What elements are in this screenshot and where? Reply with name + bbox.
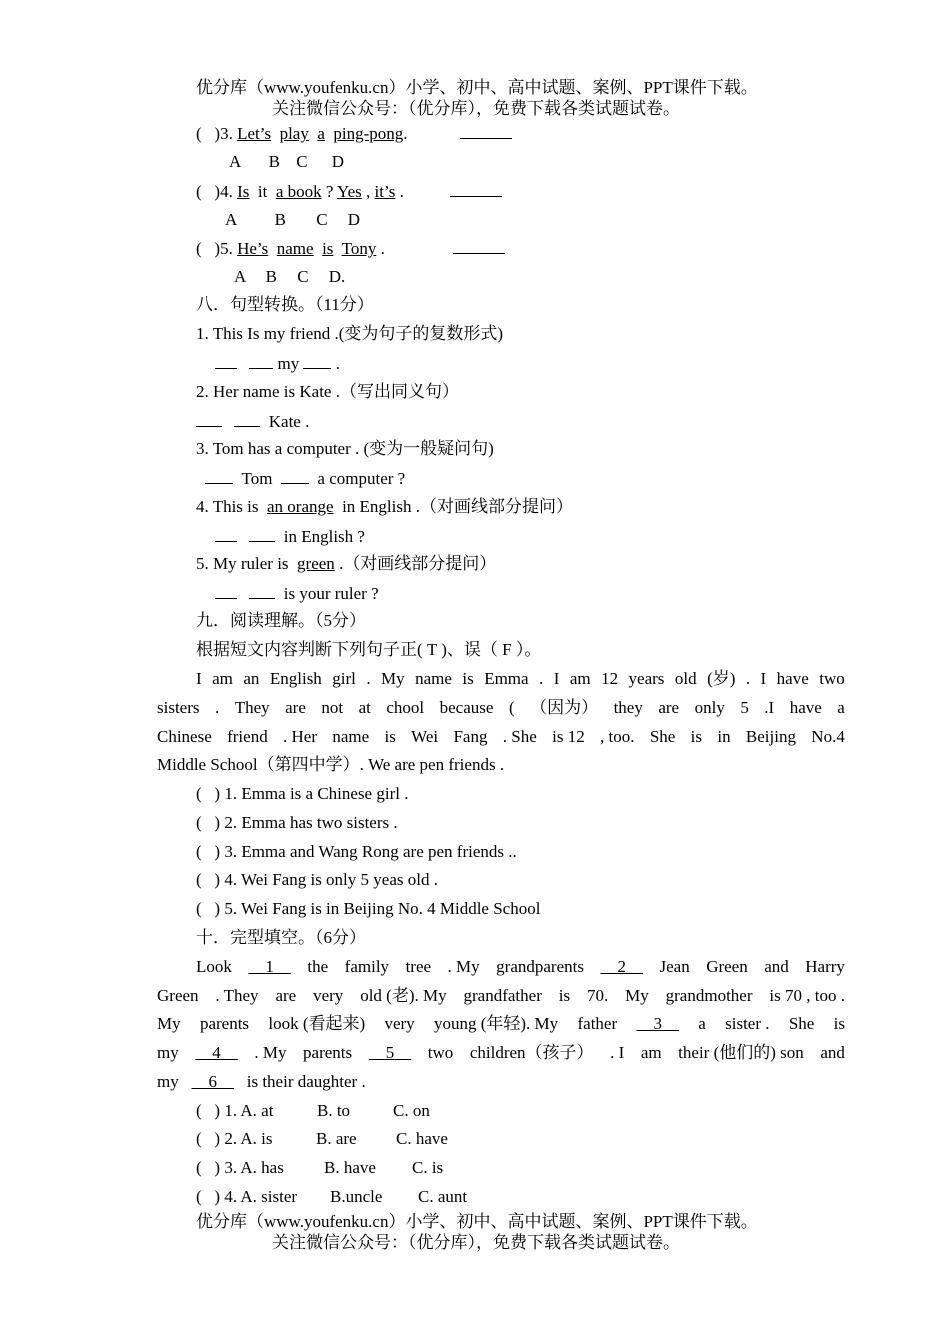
passage-word: is — [690, 727, 703, 746]
passage-word: 12 — [601, 669, 619, 688]
footer-line-2: 关注微信公众号：（优分库），免费下载各类试题试卷。 — [272, 1233, 680, 1252]
footer-line-1: 优分库（www.youfenku.cn）小学、初中、高中试题、案例、PPT课件下载。 — [196, 1212, 758, 1231]
passage-word: My — [381, 669, 405, 688]
passage-word: is 12 — [552, 727, 585, 746]
passage-word: . — [366, 669, 371, 688]
cloze-line-5: my 6 is their daughter . — [157, 1072, 366, 1091]
cloze-word: is 70 , too . — [769, 986, 845, 1005]
passage-word: .I — [764, 698, 775, 717]
passage-word: are — [285, 698, 306, 717]
s8-question-5: 5. My ruler is green .（对画线部分提问） — [196, 554, 497, 573]
passage-word: （因为） — [530, 698, 599, 717]
cloze-option-3: ( ) 3. A. has B. have C. is — [196, 1158, 444, 1177]
tf-item-5: ( ) 5. Wei Fang is in Beijing No. 4 Middle School — [196, 899, 541, 918]
passage-word: years — [628, 669, 665, 688]
passage-word: they — [613, 698, 643, 717]
passage-line-3 — [157, 726, 845, 748]
s8-question-2: 2. Her name is Kate .（写出同义句） — [196, 382, 459, 401]
cloze-blank-4[interactable]: 4 — [212, 1043, 221, 1062]
cloze-word: is — [558, 986, 571, 1005]
passage-word: I — [196, 669, 202, 688]
passage-word: name — [332, 727, 370, 746]
passage-word: chool — [386, 698, 425, 717]
cloze-blank-5[interactable]: 5 — [385, 1043, 395, 1062]
s7-question-4: ( )4. Is it a book ? Yes , it’s . — [196, 180, 502, 203]
cloze-word: . They — [215, 986, 259, 1005]
passage-word: girl — [332, 669, 356, 688]
answer-blank[interactable] — [205, 467, 233, 484]
cloze-word: old (老). My — [360, 986, 447, 1005]
cloze-blank-1[interactable]: 1 — [265, 957, 274, 976]
passage-word: ( — [508, 698, 515, 717]
passage-word: English — [269, 669, 322, 688]
cloze-option-1: ( ) 1. A. at B. to C. on — [196, 1101, 430, 1120]
passage-word: No.4 — [811, 727, 845, 746]
s8-answer-2: Kate . — [196, 410, 309, 433]
passage-word: Beijing — [745, 727, 796, 746]
s7-q5-letters: A B C D. — [234, 267, 346, 286]
cloze-option-2: ( ) 2. A. is B. are C. have — [196, 1129, 448, 1148]
answer-blank — [450, 180, 502, 197]
answer-blank[interactable] — [215, 525, 237, 542]
header-line-2: 关注微信公众号：（优分库），免费下载各类试题试卷。 — [272, 99, 680, 118]
answer-blank — [460, 122, 512, 139]
cloze-blank-2[interactable]: 2 — [617, 957, 626, 976]
passage-word: friend — [227, 727, 268, 746]
s8-answer-5: is your ruler ? — [215, 582, 379, 605]
cloze-word: very — [313, 986, 344, 1005]
section-9-instruction: 根据短文内容判断下列句子正( T )、误（ F ）。 — [196, 640, 542, 659]
cloze-word: are — [275, 986, 297, 1005]
passage-word: . — [214, 698, 220, 717]
passage-word: Wei — [411, 727, 439, 746]
passage-word: because — [439, 698, 494, 717]
answer-blank[interactable] — [249, 525, 275, 542]
passage-word: . Her — [283, 727, 318, 746]
passage-word: I — [553, 669, 560, 688]
cloze-word: Green — [157, 986, 199, 1005]
cloze-blank-6[interactable]: 6 — [208, 1072, 217, 1091]
passage-word: (岁) — [707, 669, 736, 688]
s7-q4-letters: A B C D — [225, 210, 361, 229]
passage-word: have — [776, 669, 809, 688]
passage-word: am — [569, 669, 591, 688]
passage-word: am — [212, 669, 233, 688]
cloze-word: grandfather — [463, 986, 542, 1005]
passage-word: . — [539, 669, 544, 688]
passage-word: is — [384, 727, 396, 746]
passage-word: 5 — [740, 698, 749, 717]
tf-item-2: ( ) 2. Emma has two sisters . — [196, 813, 398, 832]
passage-word: . — [745, 669, 751, 688]
s8-question-3: 3. Tom has a computer . (变为一般疑问句) — [196, 439, 494, 458]
passage-word: is — [462, 669, 474, 688]
answer-blank — [453, 237, 505, 254]
passage-line-4: Middle School（第四中学）. We are pen friends . — [157, 755, 505, 774]
s7-question-3: ( )3. Let’s play a ping-pong. — [196, 122, 512, 145]
cloze-line-4: my 4 . My parents 5 two children（孩子） . I am their (他们的) son and — [157, 1043, 845, 1062]
cloze-word: My — [625, 986, 649, 1005]
answer-blank[interactable] — [234, 410, 260, 427]
passage-word: Fang — [453, 727, 488, 746]
passage-word: name — [415, 669, 452, 688]
passage-word: I — [760, 669, 767, 688]
passage-word: not — [321, 698, 344, 717]
s8-question-4: 4. This is an orange in English .（对画线部分提问） — [196, 497, 573, 516]
passage-word: a — [837, 698, 845, 717]
answer-blank[interactable] — [215, 582, 237, 599]
passage-word: They — [234, 698, 270, 717]
passage-word: two — [819, 669, 845, 688]
cloze-word: 70. — [586, 986, 609, 1005]
answer-blank[interactable] — [303, 352, 331, 369]
passage-line-1 — [196, 668, 845, 690]
section-9-title: 九．阅读理解。（5分） — [196, 611, 366, 630]
answer-blank[interactable] — [281, 467, 309, 484]
tf-item-4: ( ) 4. Wei Fang is only 5 yeas old . — [196, 870, 438, 889]
passage-word: at — [358, 698, 371, 717]
cloze-blank-3[interactable]: 3 — [653, 1014, 662, 1033]
passage-word: She — [649, 727, 676, 746]
s7-question-5: ( )5. He’s name is Tony . — [196, 237, 505, 260]
s8-answer-3: Tom a computer ? — [205, 467, 405, 490]
answer-blank[interactable] — [215, 352, 237, 369]
passage-word: an — [243, 669, 260, 688]
section-8-title: 八．句型转换。（11分） — [196, 295, 374, 314]
cloze-word: grandmother — [665, 986, 753, 1005]
passage-word: Chinese — [157, 727, 212, 746]
passage-word: are — [658, 698, 680, 717]
s8-answer-4: in English ? — [215, 525, 365, 548]
passage-word: in — [717, 727, 731, 746]
answer-blank[interactable] — [196, 410, 222, 427]
passage-line-2 — [157, 697, 845, 719]
cloze-option-4: ( ) 4. A. sister B.uncle C. aunt — [196, 1187, 468, 1206]
answer-blank[interactable] — [249, 582, 275, 599]
passage-word: old — [674, 669, 697, 688]
passage-word: , too. — [600, 727, 635, 746]
s8-question-1: 1. This Is my friend .(变为句子的复数形式) — [196, 324, 504, 343]
tf-item-1: ( ) 1. Emma is a Chinese girl . — [196, 784, 409, 803]
cloze-line-1: Look 1 the family tree . My grandparents 2 Jean Green and Harry — [196, 957, 845, 976]
passage-word: . She — [502, 727, 537, 746]
section-10-title: 十．完型填空。（6分） — [196, 928, 366, 947]
cloze-line-3: My parents look (看起来) very young (年轻). My father 3 a sister . She is — [157, 1014, 845, 1033]
answer-blank[interactable] — [249, 352, 273, 369]
passage-word: only — [694, 698, 725, 717]
s8-answer-1: my . — [215, 352, 340, 375]
cloze-line-2 — [157, 985, 845, 1007]
passage-word: Emma — [484, 669, 529, 688]
passage-word: have — [789, 698, 822, 717]
header-line-1: 优分库（www.youfenku.cn）小学、初中、高中试题、案例、PPT课件下载。 — [196, 78, 758, 97]
s7-q3-letters: A B C D — [229, 152, 345, 171]
tf-item-3: ( ) 3. Emma and Wang Rong are pen friends .. — [196, 842, 517, 861]
passage-word: sisters — [157, 698, 200, 717]
